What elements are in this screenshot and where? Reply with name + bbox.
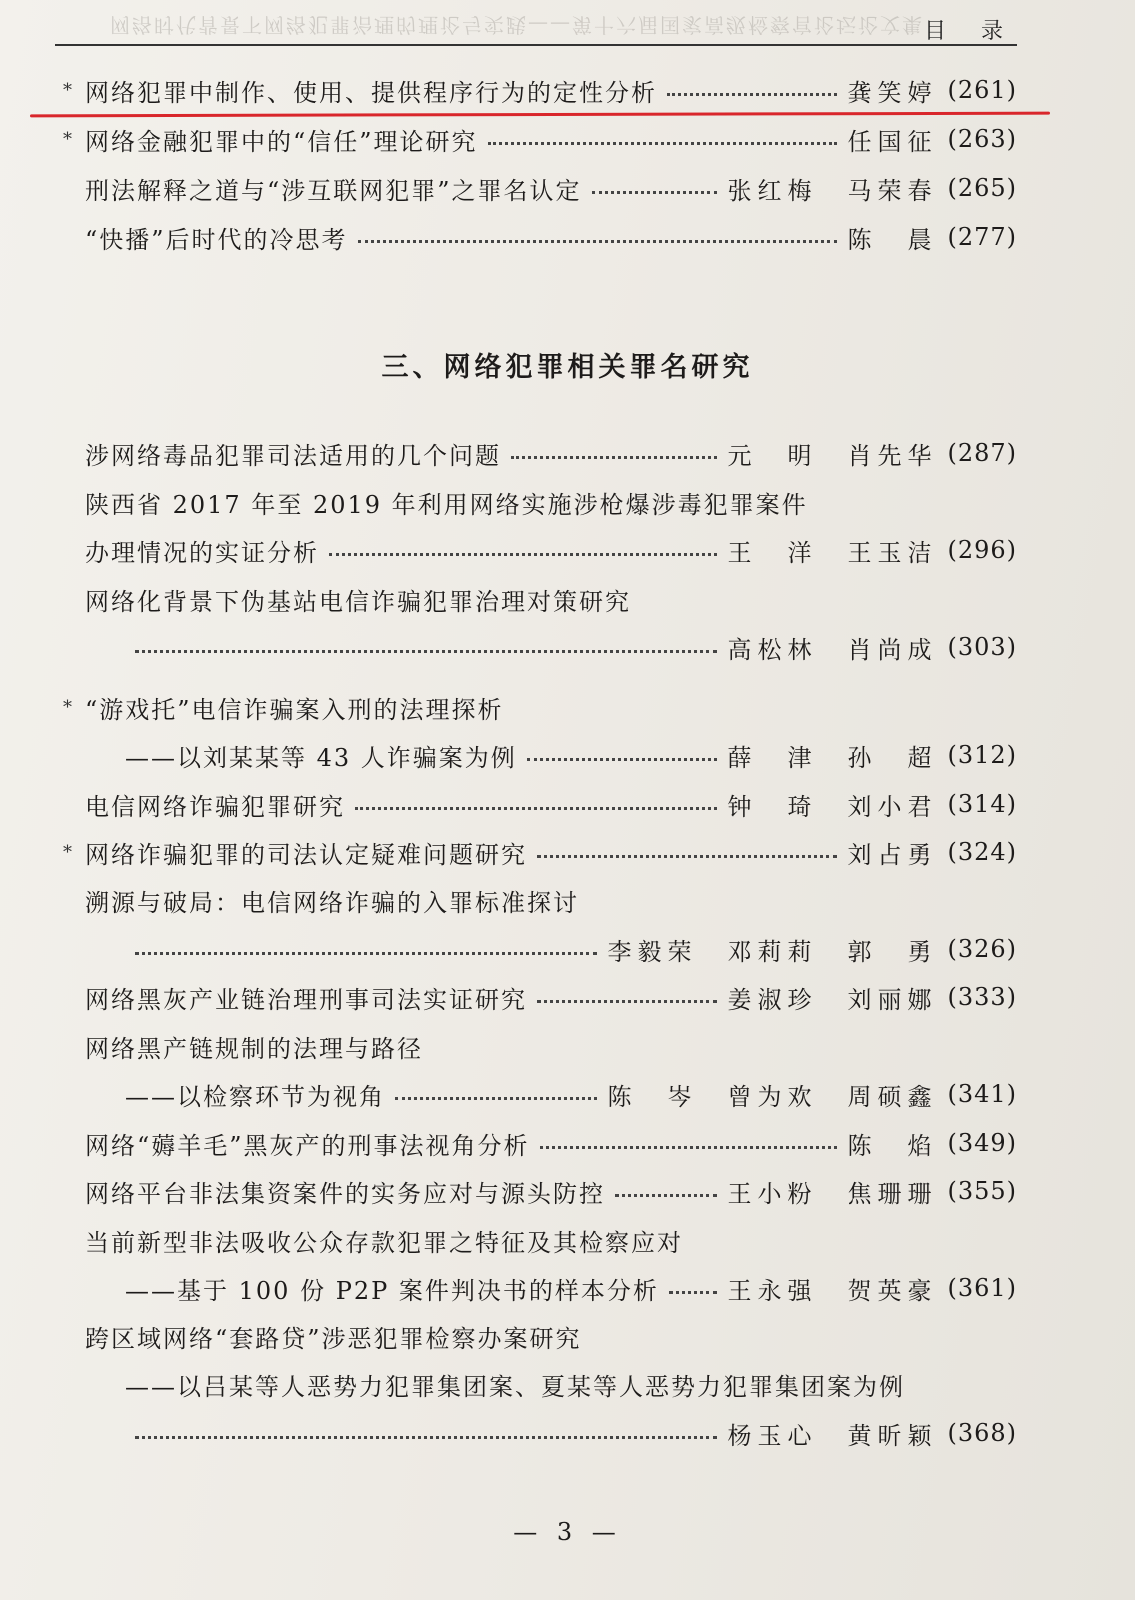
entry-title: 电信网络诈骗犯罪研究 [85,792,345,821]
entry-author: 王 洋 王玉洁 [727,538,938,567]
dot-leader [135,1435,717,1439]
entry-page: (287) [947,439,1017,467]
entry-author: 王永强 贺英豪 [727,1276,938,1305]
entry-author: 钟 琦 刘小君 [727,792,938,821]
toc-entry-title-line [85,579,1017,619]
entry-author: 张红梅 马荣春 [727,176,938,205]
toc-entry-subtitle-line [125,1364,1017,1404]
entry-page: (355) [947,1177,1017,1205]
dot-leader [537,854,837,858]
dot-leader [135,951,597,955]
dot-leader [358,239,838,243]
dot-leader [540,1145,838,1149]
entry-title: “快播”后时代的冷思考 [85,225,348,254]
entry-title: 网络平台非法集资案件的实务应对与源头防控 [85,1179,605,1208]
entry-page: (333) [947,983,1017,1011]
toc-entry-title-line [85,1026,1017,1066]
toc-entry [63,832,1017,872]
page-number: — 3 — [513,1518,622,1546]
entry-title: 网络黑灰产业链治理刑事司法实证研究 [85,985,527,1014]
entry-title: 网络化背景下伪基站电信诈骗犯罪治理对策研究 [85,587,631,616]
entry-author: 龚笑婷 [847,78,938,107]
toc-entry-title-line [85,482,1017,522]
toc-entry [85,217,1017,257]
entry-author: 高松林 肖尚成 [727,635,938,664]
entry-title: 网络“薅羊毛”黑灰产的刑事法视角分析 [85,1131,530,1160]
dot-leader [329,552,717,556]
toc-entry [125,1074,1017,1114]
toc-entry [125,1268,1017,1308]
entry-author: 薛 津 孙 超 [727,743,938,772]
entry-title: 网络金融犯罪中的“信任”理论研究 [85,127,478,156]
entry-author: 陈 岑 曾为欢 周硕鑫 [607,1082,938,1111]
dot-leader [592,190,718,194]
entry-title: 当前新型非法吸收公众存款犯罪之特征及其检察应对 [85,1228,683,1257]
toc-entry [85,1171,1017,1211]
entry-author: 杨玉心 黄昕颖 [727,1421,938,1450]
section-heading: 三、网络犯罪相关罪名研究 [381,352,754,383]
entry-title: 刑法解释之道与“涉互联网犯罪”之罪名认定 [85,176,582,205]
entry-page: (312) [947,741,1017,769]
toc-entry [85,784,1017,824]
star-marker: * [63,842,72,863]
dot-leader [537,999,717,1003]
bleed-through-running-header: 网络时代背景下网络犯罪治理的理论与实践——第十六届国家高级检察官论坛论文集 [110,13,924,37]
toc-entry [125,627,1017,667]
entry-author: 王小粉 焦珊珊 [727,1179,938,1208]
entry-title: 溯源与破局：电信网络诈骗的入罪标准探讨 [85,888,579,917]
toc-entry [85,977,1017,1017]
dot-leader [615,1193,717,1197]
entry-page: (261) [947,76,1017,104]
entry-page: (361) [947,1274,1017,1302]
entry-page: (324) [947,838,1017,866]
entry-author: 陈 晨 [847,225,938,254]
entry-author: 元 明 肖先华 [727,441,938,470]
dot-leader [669,1290,718,1294]
entry-title: 网络黑产链规制的法理与路径 [85,1034,423,1063]
star-marker: * [63,697,72,718]
entry-title: 跨区域网络“套路贷”涉恶犯罪检察办案研究 [85,1324,582,1353]
header-rule [55,44,1017,46]
entry-page: (265) [947,174,1017,202]
entry-page: (349) [947,1129,1017,1157]
entry-subtitle: ——以检察环节为视角 [125,1082,385,1111]
entry-author: 任国征 [847,127,938,156]
toc-entry [125,929,1017,969]
dot-leader [527,757,718,761]
entry-page: (368) [947,1419,1017,1447]
entry-page: (263) [947,125,1017,153]
toc-entry [85,168,1017,208]
section-label: 目 录 [924,19,1017,44]
toc-entry-title-line [85,1316,1017,1356]
toc-entry [85,530,1017,570]
dot-leader [135,649,717,653]
entry-subtitle: ——基于 100 份 P2P 案件判决书的样本分析 [125,1276,659,1305]
toc-entry [125,1413,1017,1453]
toc-entry [63,119,1017,159]
entry-page: (296) [947,536,1017,564]
entry-subtitle: ——以刘某某等 43 人诈骗案为例 [125,743,517,772]
star-marker: * [63,129,72,150]
entry-title: 办理情况的实证分析 [85,538,319,567]
toc-entry [85,1123,1017,1163]
entry-subtitle: ——以吕某等人恶势力犯罪集团案、夏某等人恶势力犯罪集团案为例 [125,1372,905,1401]
entry-title: “游戏托”电信诈骗案入刑的法理探析 [85,695,504,724]
toc-entry-title-line [63,687,1017,727]
dot-leader [395,1096,597,1100]
entry-page: (277) [947,223,1017,251]
dot-leader [488,141,838,145]
entry-author: 陈 焰 [847,1131,938,1160]
entry-title: 陕西省 2017 年至 2019 年利用网络实施涉枪爆涉毒犯罪案件 [85,490,808,519]
toc-entry [63,70,1017,110]
star-marker: * [63,80,72,101]
dot-leader [355,806,717,810]
toc-entry-title-line [85,880,1017,920]
entry-title: 网络诈骗犯罪的司法认定疑难问题研究 [85,840,527,869]
entry-page: (326) [947,935,1017,963]
entry-author: 刘占勇 [847,840,938,869]
entry-page: (303) [947,633,1017,661]
entry-author: 姜淑珍 刘丽娜 [727,985,938,1014]
dot-leader [511,455,717,459]
toc-entry [125,735,1017,775]
red-highlight-underline [30,112,1050,118]
entry-page: (314) [947,790,1017,818]
entry-title: 涉网络毒品犯罪司法适用的几个问题 [85,441,501,470]
toc-entry-title-line [85,1220,1017,1260]
entry-page: (341) [947,1080,1017,1108]
toc-entry [85,433,1017,473]
entry-author: 李毅荣 邓莉莉 郭 勇 [607,937,938,966]
dot-leader [667,92,837,96]
entry-title: 网络犯罪中制作、使用、提供程序行为的定性分析 [85,78,657,107]
